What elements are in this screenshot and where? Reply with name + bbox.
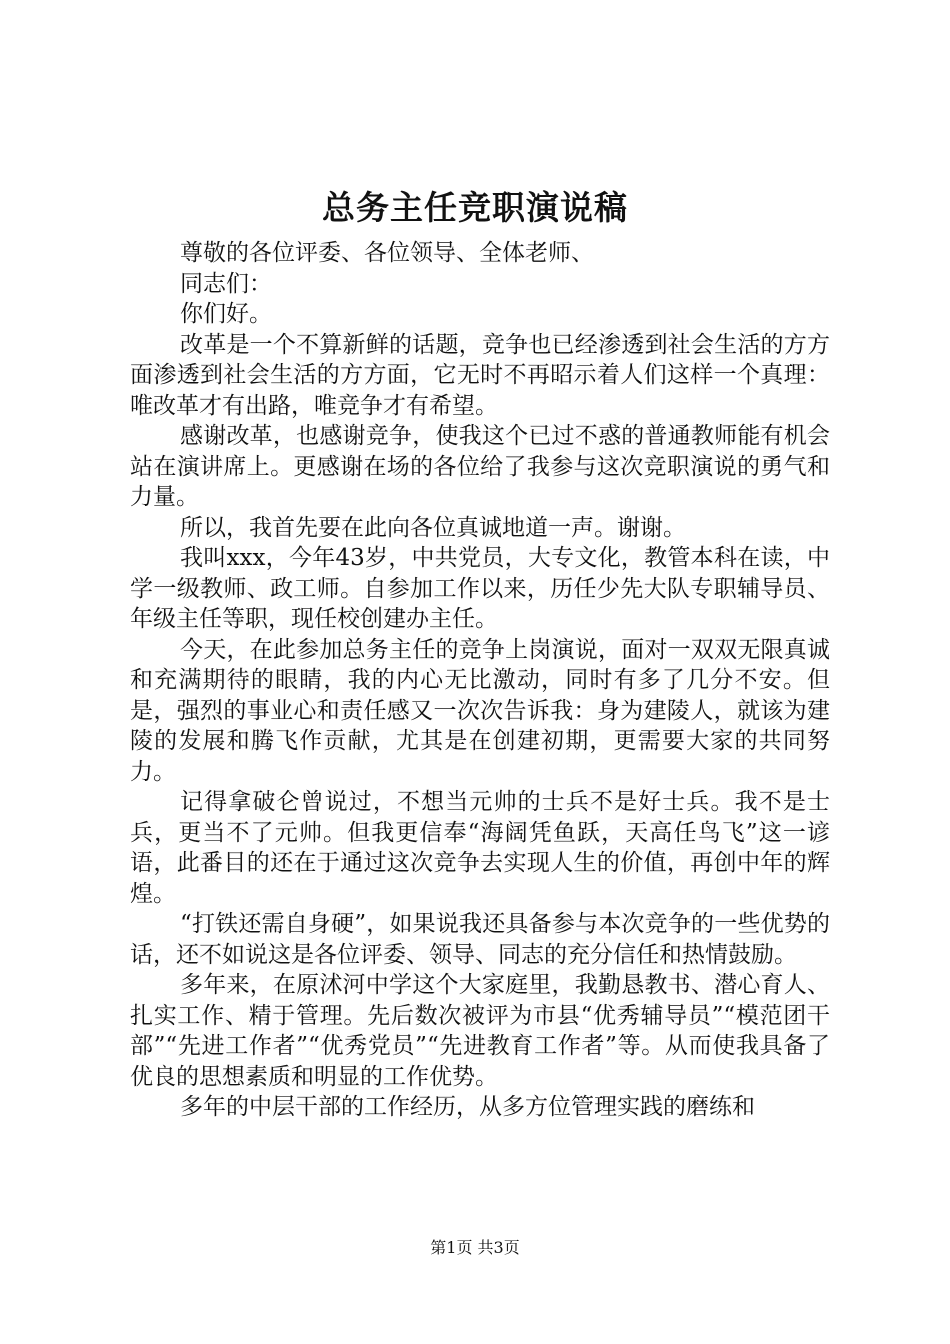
- paragraph: 我叫xxx，今年43岁，中共党员，大专文化，教管本科在读，中学一级教师、政工师。自参加工作以来，历任少先大队专职辅导员、年级主任等职，现任校创建办主任。: [130, 545, 830, 632]
- paragraph-salutation: 尊敬的各位评委、各位领导、全体老师、: [180, 240, 594, 266]
- page-number-footer: 第1页 共3页: [430, 1238, 520, 1257]
- paragraph-salutation-cont: 同志们：: [180, 270, 272, 297]
- paragraph-greeting: 你们好。: [180, 301, 272, 327]
- paragraph: 感谢改革，也感谢竞争，使我这个已过不惑的普通教师能有机会站在演讲席上。更感谢在场的各位给了我参与这次竞职演说的勇气和力量。: [130, 423, 830, 510]
- document-body: [130, 238, 830, 1123]
- paragraph: 改革是一个不算新鲜的话题，竞争也已经渗透到社会生活的方方面渗透到社会生活的方方面，它无时不再昭示着人们这样一个真理：唯改革才有出路，唯竞争才有希望。: [130, 331, 830, 419]
- document-title: 总务主任竞职演说稿: [322, 188, 628, 227]
- paragraph: 今天，在此参加总务主任的竞争上岗演说，面对一双双无限真诚和充满期待的眼睛，我的内心无比激动，同时有多了几分不安。但是，强烈的事业心和责任感又一次次告诉我：身为建陵人，就该为建陵的发展和腾飞作贡献，尤其是在创建初期，更需要大家的共同努力。: [130, 636, 830, 785]
- paragraph: 所以，我首先要在此向各位真诚地道一声。谢谢。: [180, 514, 686, 541]
- paragraph: “打铁还需自身硬”，如果说我还具备参与本次竞争的一些优势的话，还不如说这是各位评委、领导、同志的充分信任和热情鼓励。: [130, 911, 830, 968]
- paragraph: 记得拿破仑曾说过，不想当元帅的士兵不是好士兵。我不是士兵，更当不了元帅。但我更信奉“海阔凭鱼跃，天高任鸟飞”这一谚语，此番目的还在于通过这次竞争去实现人生的价值，再创中年的辉煌。: [130, 789, 830, 907]
- paragraph: 多年的中层干部的工作经历，从多方位管理实践的磨练和: [180, 1094, 755, 1120]
- paragraph: 多年来，在原沭河中学这个大家庭里，我勤恳教书、潜心育人、扎实工作、精于管理。先后数次被评为市县“优秀辅导员”“模范团干部”“先进工作者”“优秀党员”“先进教育工作者”等。从而使我具备了优良的思想素质和明显的工作优势。: [130, 972, 830, 1090]
